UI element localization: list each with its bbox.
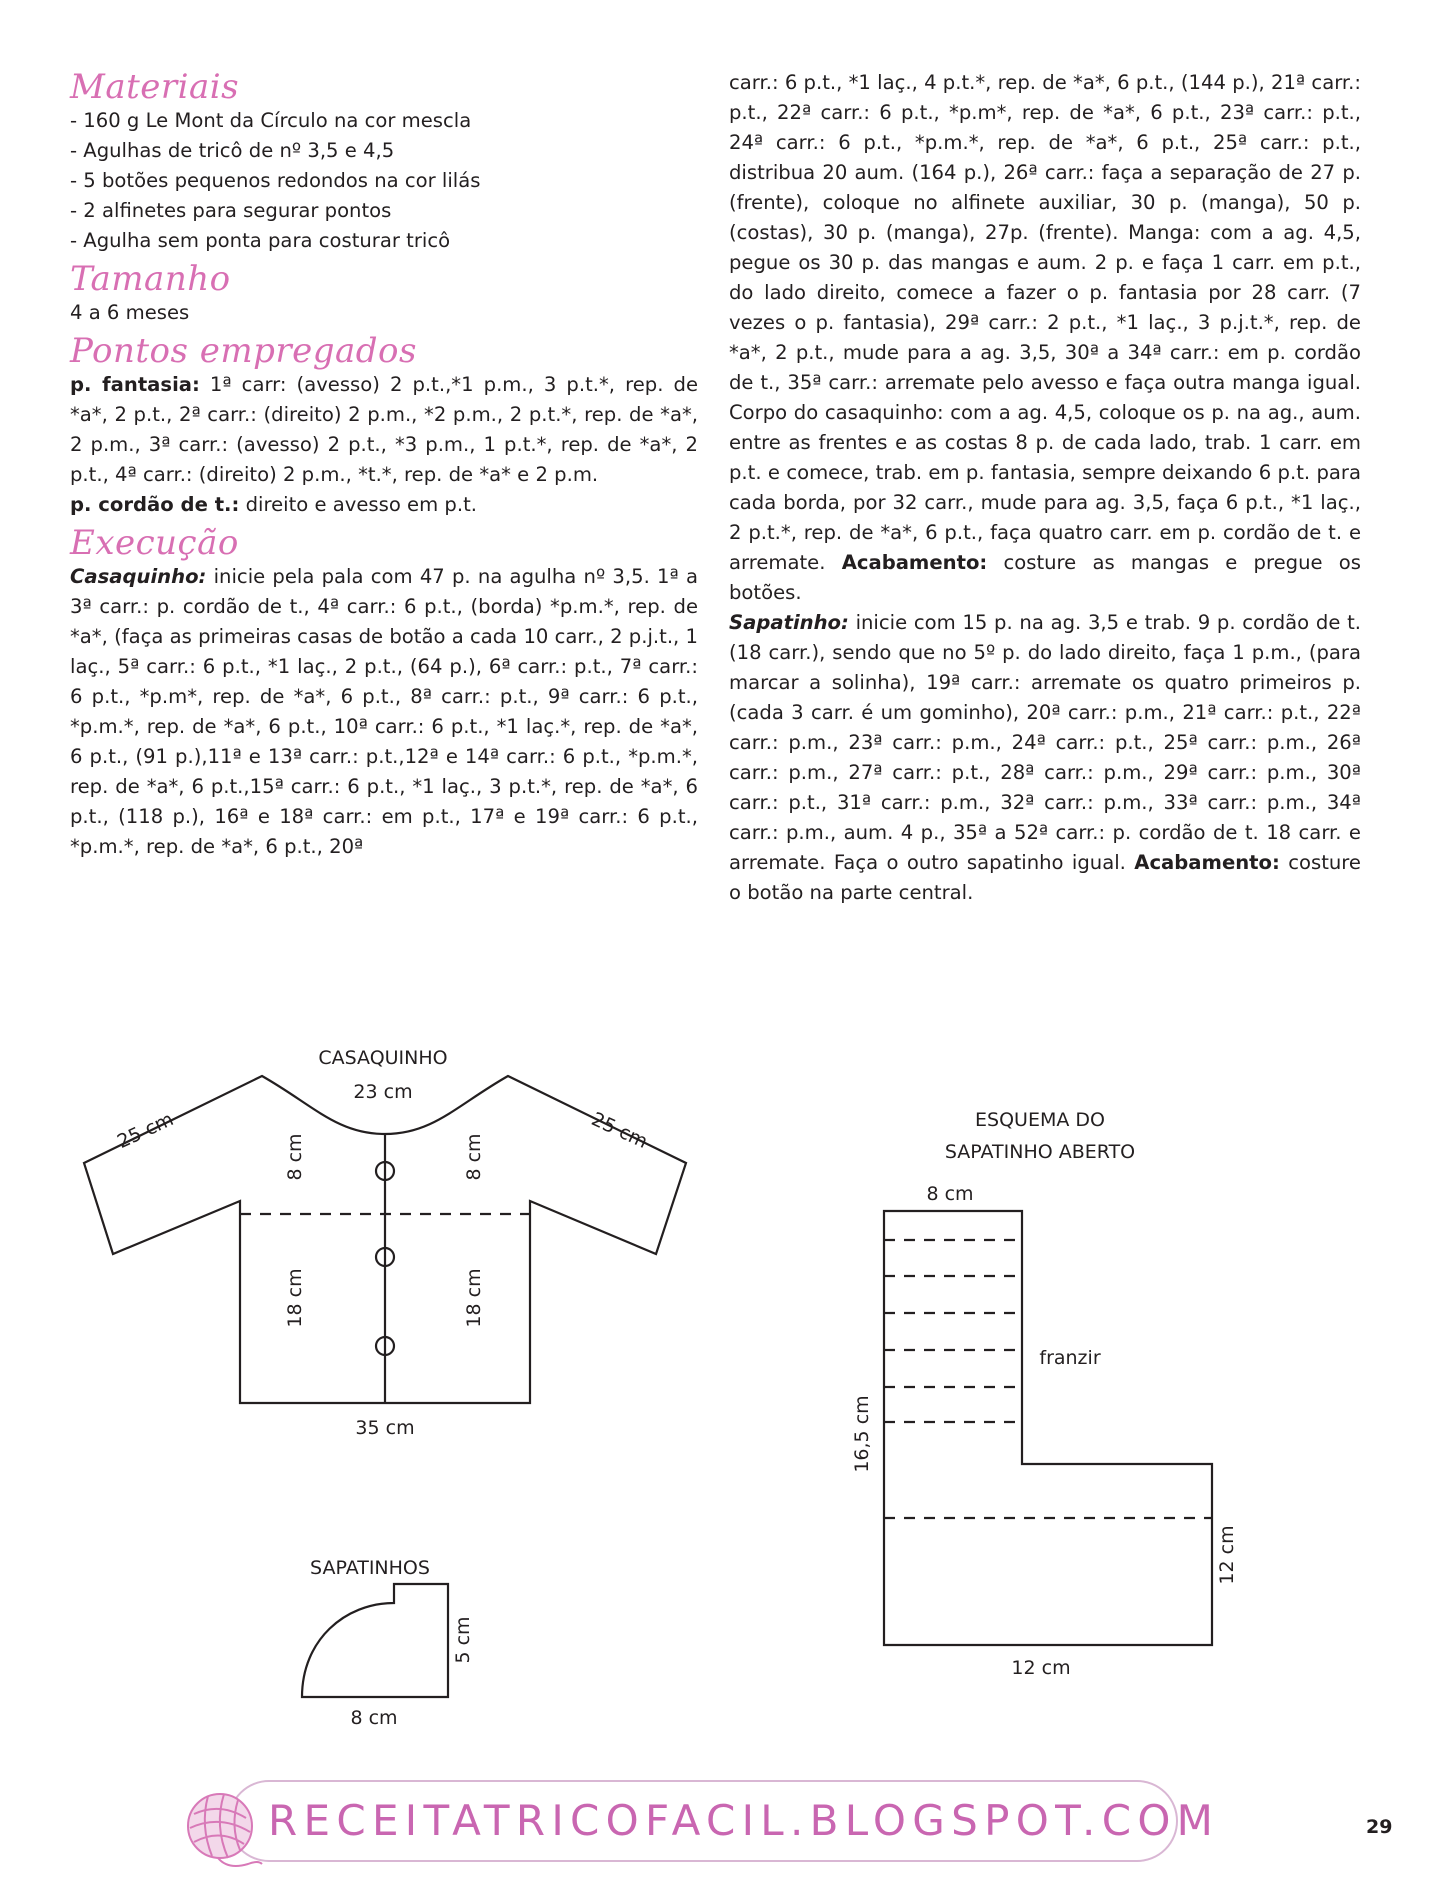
execution-heading: Execução (70, 523, 239, 563)
size-value: 4 a 6 meses (70, 301, 190, 324)
stitch-fantasia-text: 1ª carr: (avesso) 2 p.t.,*1 p.m., 3 p.t.*, rep. de *a*, 2 p.t., 2ª carr.: (direito) 2 p.m., *2 p.m., 2 p.t.*, rep. de *a*, 2 p.m., 3ª carr.: (avesso) 2 p.t., *3 p.m., 1 p.t.*, rep. de *a*, 2 p.t., 4ª carr.: (direito) 2 p.m., *t.*, rep. de *a* e 2 p.m. (70, 373, 698, 486)
casaquinho-text-part2 (729, 68, 1361, 608)
stitch-cordao (70, 490, 698, 520)
casaquinho-instructions-b: carr.: 6 p.t., *1 laç., 4 p.t.*, rep. de *a*, 6 p.t., (144 p.), 21ª carr.: p.t., 22ª carr.: 6 p.t., *p.m*, rep. de *a*, 6 p.t., 23ª carr.: p.t., 24ª carr.: 6 p.t., *p.m.*, rep. de *a*, 6 p.t., 25ª carr.: p.t., distribua 20 aum. (164 p.), 26ª carr.: faça a separação de 27 p. (frente), coloque no alfinete auxiliar, 30 p. (manga), 50 p. (costas), 30 p. (manga), 27p. (frente). Manga: com a ag. 4,5, pegue os 30 p. das mangas e aum. 2 p. e faça 1 carr. em p.t., do lado direito, comece a fazer o p. fantasia por 28 carr. (7 vezes o p. fantasia), 29ª carr.: 2 p.t., *1 laç., 3 p.j.t.*, rep. de *a*, 2 p.t., mude para a ag. 3,5, 30ª a 34ª carr.: em p. cordão de t., 35ª carr.: arremate pelo avesso e faça outra manga igual. Corpo do casaquinho: com a ag. 4,5, coloque os p. na ag., aum. entre as frentes e as costas 8 p. de cada lado, trab. 1 carr. em p.t. e comece, trab. em p. fantasia, sempre deixando 6 p.t. para cada borda, por 32 carr., mude para ag. 3,5, faça 6 p.t., *1 laç., 2 p.t.*, rep. de *a*, 6 p.t., faça quatro carr. em p. cordão de t. e arremate. (729, 71, 1361, 574)
left-column (70, 68, 698, 862)
esquema-title-line1: ESQUEMA DO (975, 1109, 1105, 1131)
materials-item: - 2 alfinetes para segurar pontos (70, 199, 392, 222)
esquema-diagram (884, 1211, 1212, 1645)
stitch-fantasia-label: p. fantasia: (70, 373, 200, 396)
casaquinho-label: Casaquinho: (70, 565, 207, 588)
casaquinho-neck-label: 23 cm (353, 1081, 413, 1103)
acabamento2-label: Acabamento: (1134, 851, 1280, 874)
materials-item: - Agulha sem ponta para costurar tricô (70, 229, 451, 252)
casaquinho-yoke-right-label: 8 cm (463, 1133, 485, 1181)
materials-item: - Agulhas de tricô de nº 3,5 e 4,5 (70, 139, 395, 162)
casaquinho-title: CASAQUINHO (318, 1047, 448, 1069)
sapatinho-text (729, 608, 1361, 908)
materials-list (70, 106, 698, 256)
sapatinho-label: Sapatinho: (729, 611, 849, 634)
acabamento2-text: costure o botão na parte central. (729, 851, 1361, 904)
casaquinho-sleeve-right-label: 25 cm (588, 1108, 651, 1154)
stitches-heading: Pontos empregados (70, 331, 417, 371)
casaquinho-instructions-a: inicie pela pala com 47 p. na agulha nº 3,5. 1ª a 3ª carr.: p. cordão de t., 4ª carr.: 6 p.t., (borda) *p.m.*, rep. de *a*, (faça as primeiras casas de botão a cada 10 carr., 2 p.j.t., 1 laç., 5ª carr.: 6 p.t., *1 laç., 2 p.t., (64 p.), 6ª carr.: p.t., 7ª carr.: 6 p.t., *p.m*, rep. de *a*, 6 p.t., 8ª carr.: p.t., 9ª carr.: 6 p.t., *p.m.*, rep. de *a*, 6 p.t., 10ª carr.: 6 p.t., *1 laç.*, rep. de *a*, 6 p.t., (91 p.),11ª e 13ª carr.: p.t.,12ª e 14ª carr.: 6 p.t., *p.m.*, rep. de *a*, 6 p.t.,15ª carr.: 6 p.t., *1 laç., 3 p.t.*, rep. de *a*, 6 p.t., (118 p.), 16ª e 18ª carr.: em p.t., 17ª e 19ª carr.: 6 p.t., *p.m.*, rep. de *a*, 6 p.t., 20ª (70, 565, 698, 858)
esquema-right-label: 12 cm (1216, 1525, 1238, 1585)
casaquinho-body-right-label: 18 cm (463, 1268, 485, 1328)
sapatinho-instructions: inicie com 15 p. na ag. 3,5 e trab. 9 p. cordão de t. (18 carr.), sendo que no 5º p. do lado direito, faça 1 p.m., (para marcar a solinha), 19ª carr.: arremate os quatro primeiros p. (cada 3 carr. é um gominho), 20ª carr.: p.m., 21ª carr.: p.t., 22ª carr.: p.m., 23ª carr.: p.m., 24ª carr.: p.t., 25ª carr.: p.m., 26ª carr.: p.m., 27ª carr.: p.t., 28ª carr.: p.m., 29ª carr.: p.m., 30ª carr.: p.t., 31ª carr.: p.m., 32ª carr.: p.m., 33ª carr.: p.m., 34ª carr.: p.m., aum. 4 p., 35ª a 52ª carr.: p. cordão de t. 18 carr. e arremate. Faça o outro sapatinho igual. (729, 611, 1361, 874)
casaquinho-sleeve-left-label: 25 cm (114, 1108, 177, 1154)
page-number: 29 (1366, 1816, 1393, 1838)
materials-item: - 5 botões pequenos redondos na cor lilás (70, 169, 481, 192)
sapatinhos-diagram (302, 1584, 448, 1697)
casaquinho-bottom-label: 35 cm (355, 1417, 415, 1439)
esquema-franzir-label: franzir (1039, 1347, 1101, 1369)
casaquinho-text-part1 (70, 562, 698, 862)
sapatinhos-width-label: 8 cm (350, 1707, 398, 1729)
esquema-bottom-label: 12 cm (1011, 1657, 1071, 1679)
right-column (729, 68, 1361, 908)
casaquinho-body-left-label: 18 cm (284, 1268, 306, 1328)
footer-url[interactable]: RECEITATRICOFACIL.BLOGSPOT.COM (268, 1796, 1220, 1845)
esquema-title-line2: SAPATINHO ABERTO (944, 1141, 1136, 1163)
esquema-left-label: 16,5 cm (851, 1395, 873, 1473)
sapatinhos-title: SAPATINHOS (310, 1557, 430, 1579)
casaquinho-yoke-left-label: 8 cm (284, 1133, 306, 1181)
size-heading: Tamanho (70, 259, 231, 299)
stitch-cordao-label: p. cordão de t.: (70, 493, 240, 516)
stitch-cordao-text: direito e avesso em p.t. (239, 493, 477, 516)
esquema-top-label: 8 cm (926, 1183, 974, 1205)
sapatinhos-height-label: 5 cm (452, 1616, 474, 1664)
materials-heading: Materiais (70, 67, 240, 107)
acabamento-text: costure as mangas e pregue os botões. (729, 551, 1362, 604)
yarn-ball-icon (178, 1784, 264, 1870)
materials-item: - 160 g Le Mont da Círculo na cor mescla (70, 109, 472, 132)
stitch-fantasia (70, 370, 698, 490)
acabamento-label: Acabamento: (841, 551, 988, 574)
casaquinho-diagram (84, 1076, 686, 1403)
